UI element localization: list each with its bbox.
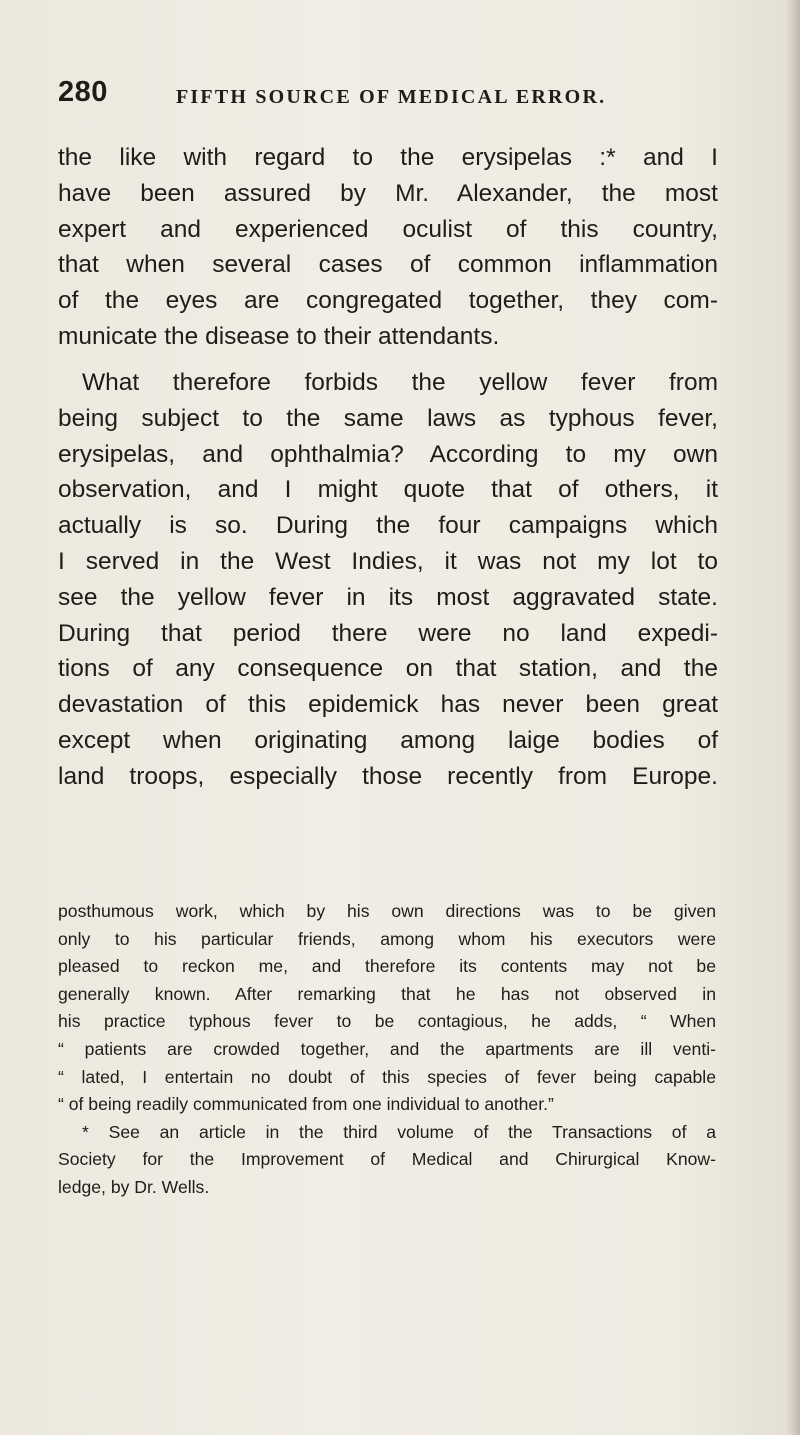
footnote-line: pleased to reckon me, and therefore its contents may not be — [58, 956, 716, 977]
text-line: that when several cases of common inflammation — [58, 251, 718, 279]
footnote-line: “ of being readily communicated from one individual to another.” — [58, 1094, 554, 1115]
text-line: have been assured by Mr. Alexander, the most — [58, 179, 718, 207]
footnote-continued — [58, 898, 716, 1119]
text-line: being subject to the same laws as typhous fever, — [58, 404, 718, 432]
text-line: erysipelas, and ophthalmia? According to my own — [58, 440, 718, 468]
text-line: What therefore forbids the yellow fever from — [82, 369, 718, 396]
footnote-line: Society for the Improvement of Medical and Chirurgical Know- — [58, 1149, 716, 1170]
running-title: FIFTH SOURCE OF MEDICAL ERROR. — [176, 86, 607, 108]
text-line: actually is so. During the four campaigns which — [58, 512, 718, 540]
footnote-line: his practice typhous fever to be contagious, he adds, “ When — [58, 1011, 716, 1032]
text-line: land troops, especially those recently from Europe. — [58, 762, 718, 790]
text-line: see the yellow fever in its most aggravated state. — [58, 583, 718, 611]
text-line: devastation of this epidemick has never been great — [58, 691, 718, 719]
text-line: observation, and I might quote that of others, it — [58, 476, 718, 504]
footnote-line: only to his particular friends, among whom his executors were — [58, 928, 716, 949]
page-edge-shadow — [786, 0, 800, 1435]
page-number: 280 — [58, 76, 108, 108]
text-line: expert and experienced oculist of this country, — [58, 215, 718, 243]
paragraph-2 — [58, 365, 718, 795]
text-line: the like with regard to the erysipelas :* and I — [58, 144, 718, 171]
text-line: municate the disease to their attendants. — [58, 322, 500, 350]
running-head — [58, 76, 658, 116]
footnote-line: * See an article in the third volume of the Transactions of a — [82, 1121, 716, 1142]
footnote-line: ledge, by Dr. Wells. — [58, 1176, 210, 1197]
text-line: During that period there were no land expedi- — [58, 619, 718, 647]
text-line: tions of any consequence on that station, and the — [58, 655, 718, 683]
text-line: of the eyes are congregated together, they com- — [58, 287, 718, 315]
footnotes — [58, 898, 716, 1202]
footnote-line: posthumous work, which by his own directions was to be given — [58, 901, 716, 921]
footnote-line: “ lated, I entertain no doubt of this species of fever being capable — [58, 1066, 716, 1087]
footnote-star — [58, 1119, 716, 1202]
footnote-line: “ patients are crowded together, and the apartments are ill venti- — [58, 1038, 716, 1059]
footnote-line: generally known. After remarking that he has not observed in — [58, 983, 716, 1004]
text-line: except when originating among laige bodies of — [58, 726, 718, 754]
text-line: I served in the West Indies, it was not my lot to — [58, 547, 718, 575]
paragraph-1 — [58, 140, 718, 355]
